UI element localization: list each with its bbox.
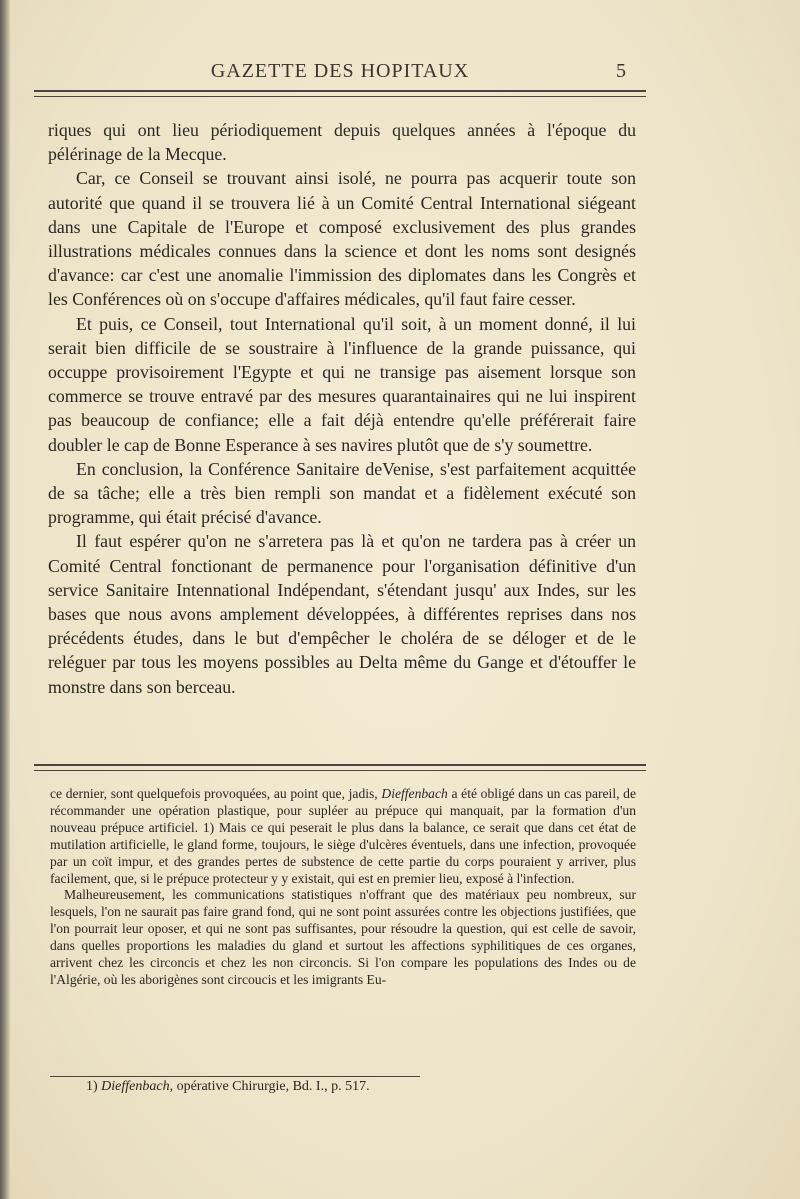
main-text [48,118,636,699]
page-header [34,56,646,88]
paragraph: riques qui ont lieu périodiquement depuis quelques années à l'époque du pélérinage de la Mecque. [48,120,636,165]
note-paragraph [50,786,636,887]
author-name: Dieffenbach [381,786,448,801]
note-paragraph: Malheureusement, les communications statistiques n'offrant que des matériaux peu nombreux, sur lesquels, l'on ne saurait pas faire grand fond, qui ne sont point assurées contre les objections justifiées, que l'on pourrait leur oposer, et qui ne sont pas suffisantes, pour résoudre la question, qui est celle de savoir, dans quelles proportions les maladies du gland et surtout les affections syphilitiques de ces organes, arrivent chez les circoncis et chez les non circoncis. Si l'on compare les populations des Indes ou de l'Algérie, où les aborigènes sont circoucis et les imigrants Eu- [50,887,636,987]
header-rule [34,90,646,97]
paragraph: Il faut espérer qu'on ne s'arretera pas là et qu'on ne tardera pas à créer un Comité Central fonctionant de permanence pour l'organisation définitive d'un service Sanitaire Intennational Indépendant, s'étendant jusqu' aux Indes, sur les bases que nous avons amplement développées, à différentes reprises dans nos précédents études, dans le but d'empêcher le choléra de se déloger et de le reléguer par tous les moyens possibles au Delta même du Gange et d'étouffer le monstre dans son berceau. [48,531,636,697]
footnote-text: opérative Chirurgie, Bd. I., p. 517. [173,1079,370,1094]
running-title: GAZETTE DES HOPITAUX [210,60,470,82]
notes-section [50,786,636,989]
paragraph: En conclusion, la Conférence Sanitaire deVenise, s'est parfaitement acquittée de sa tâche; elle a très bien rempli son mandat et a fidèlement exécuté son programme, qui était précisé d'avance. [48,458,636,528]
footnote-rule [50,1076,420,1077]
note-text: ce dernier, sont quelquefois provoquées, au point que, jadis, [50,786,382,801]
section-rule [34,764,646,771]
footnote-author: Dieffenbach, [101,1079,174,1094]
paragraph: Car, ce Conseil se trouvant ainsi isolé, ne pourra pas acquerir toute son autorité que quand il se trouvera lié à un Comité Central International siégeant dans une Capitale de l'Europe et composé exclusivement des plus grandes illustrations médicales connues dans la science et dont les noms sont designés d'avance: car c'est une anomalie l'immission des diplomates dans les Congrès et les Conférences où on s'occupe d'affaires médicales, qu'il faut faire cesser. [48,168,636,310]
note-text: a été obligé dans un cas pareil, de récommander une opération plastique, pour supléer au prépuce qui manquait, par la formation d'un nouveau prépuce artificiel. 1) Mais ce qui peserait le plus dans la balance, ce serait que dans cet état de mutilation artificielle, le gland forme, toujours, le siège d'ulcères éventuels, dans une infection, provoquée par un coït impur, et des grandes pertes de substence de cette partie du corps pouraient y arriver, plus facilement, que, si le prépuce protecteur y y existait, qui est en premier lieu, exposé à l'infection. [50,786,636,886]
binding-edge [0,0,10,1199]
footnote-marker: 1) [86,1079,102,1094]
paragraph: Et puis, ce Conseil, tout International qu'il soit, à un moment donné, il lui serait bien difficile de se soustraire à l'influence de la grande puissance, qui occuppe provisoirement l'Egypte et qui ne transige pas aisement lorsque son commerce se trouve entravé par des mesures quarantainaires qui ne lui inspirent pas beaucoup de confiance; elle a fait déjà entendre qu'elle préférerait faire doubler le cap de Bonne Esperance à ses navires plutôt que de s'y soumettre. [48,313,636,455]
footnote [86,1078,606,1095]
page-number: 5 [616,60,626,82]
